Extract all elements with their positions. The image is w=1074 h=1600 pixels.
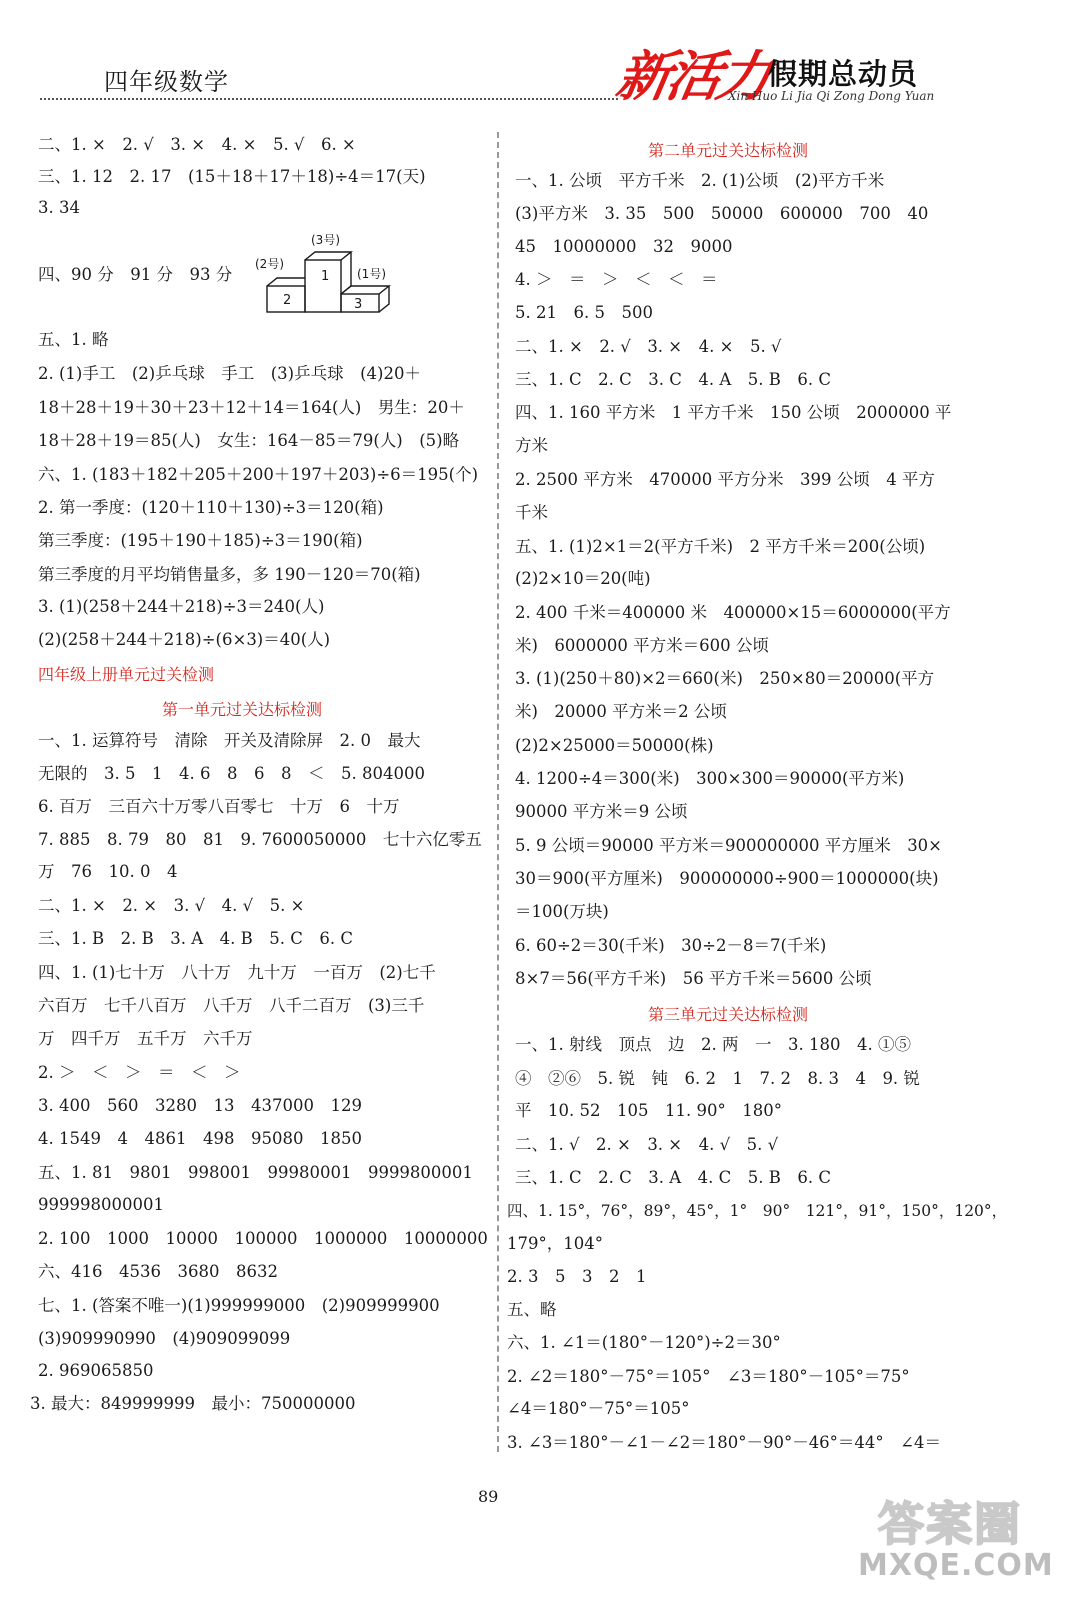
answer-line: 三、1. C 2. C 3. A 4. C 5. B 6. C <box>515 1168 831 1187</box>
answer-line: 五、1. 81 9801 998001 99980001 9999800001 <box>38 1163 473 1182</box>
brand-logo-title: 假期总动员 <box>768 57 919 91</box>
answer-line: 万 四千万 五千万 六千万 <box>38 1029 253 1048</box>
watermark-url: MXQE.COM <box>858 1548 1054 1583</box>
column-divider <box>497 132 499 1452</box>
answer-line: 4. 1549 4 4861 498 95080 1850 <box>38 1129 362 1148</box>
answer-line: 2. (1)手工 (2)乒乓球 手工 (3)乒乓球 (4)20＋ <box>38 364 421 383</box>
answer-line: 30＝900(平方厘米) 900000000÷900＝1000000(块) <box>515 869 939 888</box>
answer-line: 米) 20000 平方米＝2 公顷 <box>515 702 727 721</box>
answer-line: 五、略 <box>507 1300 557 1319</box>
answer-line: 方米 <box>515 436 548 455</box>
answer-line: 六、1. (183＋182＋205＋200＋197＋203)÷6＝195(个) <box>38 465 479 484</box>
answer-line: (2)2×25000＝50000(株) <box>515 736 714 755</box>
answer-line: 五、1. 略 <box>38 330 109 349</box>
answer-line: 六、1. ∠1＝(180°－120°)÷2＝30° <box>507 1333 781 1352</box>
podium-figure <box>255 228 400 324</box>
answer-line: 3. 最大：849999999 最小：750000000 <box>30 1394 356 1413</box>
section-title: 第二单元过关达标检测 <box>648 141 809 160</box>
answer-line: 五、1. (1)2×1＝2(平方千米) 2 平方千米＝200(公顷) <box>515 537 926 556</box>
answer-line: 8×7＝56(平方千米) 56 平方千米＝5600 公顷 <box>515 969 872 988</box>
answer-line: 3. ∠3＝180°－∠1－∠2＝180°－90°－46°＝44° ∠4＝ <box>507 1433 942 1452</box>
answer-line: 5. 21 6. 5 500 <box>515 303 653 322</box>
answer-line: 2. 第一季度：(120＋110＋130)÷3＝120(箱) <box>38 498 384 517</box>
answer-line: 三、1. 12 2. 17 (15＋18＋17＋18)÷4＝17(天) <box>38 167 426 186</box>
answer-line: 平 10. 52 105 11. 90° 180° <box>515 1101 782 1120</box>
answer-line: 万 76 10. 0 4 <box>38 862 178 881</box>
podium-number: 1 <box>321 269 330 284</box>
answer-line: 2. 2500 平方米 470000 平方分米 399 公顷 4 平方 <box>515 470 935 489</box>
answer-line: 2. 100 1000 10000 100000 1000000 10000000 <box>38 1229 488 1248</box>
answer-line: 第三季度：(195＋190＋185)÷3＝190(箱) <box>38 531 363 550</box>
answer-line: 六百万 七千八百万 八千万 八千二百万 (3)三千 <box>38 996 425 1015</box>
podium-label: (1号) <box>357 267 386 281</box>
answer-line: 179°，104° <box>507 1234 603 1253</box>
answer-line: 7. 885 8. 79 80 81 9. 7600050000 七十六亿零五 <box>38 830 482 849</box>
section-title: 第一单元过关达标检测 <box>162 700 323 719</box>
answer-line: ＝100(万块) <box>515 902 609 921</box>
answer-line: 二、1. × 2. √ 3. × 4. × 5. √ <box>515 337 782 356</box>
page-subject: 四年级数学 <box>104 68 229 96</box>
answer-line: 4. ＞ ＝ ＞ ＜ ＜ ＝ <box>515 270 718 289</box>
podium-label: (3号) <box>311 233 340 247</box>
watermark-logo <box>858 1488 1054 1584</box>
answer-line: (3)909990990 (4)909099099 <box>38 1329 291 1348</box>
answer-line: 2. 3 5 3 2 1 <box>507 1267 647 1286</box>
answer-line: 四、90 分 91 分 93 分 <box>38 265 233 284</box>
section-title: 第三单元过关达标检测 <box>648 1005 809 1024</box>
answer-line: ④ ②⑥ 5. 锐 钝 6. 2 1 7. 2 8. 3 4 9. 锐 <box>515 1069 920 1088</box>
header-rule <box>40 98 618 100</box>
answer-line: 无限的 3. 5 1 4. 6 8 6 8 ＜ 5. 804000 <box>38 764 425 783</box>
answer-line: 二、1. × 2. √ 3. × 4. × 5. √ 6. × <box>38 135 356 154</box>
answer-line: 千米 <box>515 503 548 522</box>
page-number: 89 <box>478 1487 499 1506</box>
answer-line: 3. 400 560 3280 13 437000 129 <box>38 1096 362 1115</box>
answer-line: 米) 6000000 平方米＝600 公顷 <box>515 636 769 655</box>
answer-line: 一、1. 运算符号 清除 开关及清除屏 2. 0 最大 <box>38 731 421 750</box>
answer-line: 二、1. × 2. × 3. √ 4. √ 5. × <box>38 896 305 915</box>
answer-line: 5. 9 公顷＝90000 平方米＝900000000 平方厘米 30× <box>515 836 943 855</box>
answer-line: 六、416 4536 3680 8632 <box>38 1262 278 1281</box>
answer-line: 第三季度的月平均销售量多，多 190－120＝70(箱) <box>38 565 421 584</box>
answer-line: 3. (1)(250＋80)×2＝660(米) 250×80＝20000(平方 <box>515 669 935 688</box>
answer-line: 一、1. 公顷 平方千米 2. (1)公顷 (2)平方千米 <box>515 171 885 190</box>
watermark-title: 答案圈 <box>878 1497 1022 1551</box>
brand-logo <box>611 34 958 112</box>
answer-line: 999998000001 <box>38 1195 164 1214</box>
answer-line: (2)2×10＝20(吨) <box>515 569 651 588</box>
answer-line: (3)平方米 3. 35 500 50000 600000 700 40 <box>515 204 929 223</box>
answer-line: 4. 1200÷4＝300(米) 300×300＝90000(平方米) <box>515 769 905 788</box>
podium-number: 2 <box>283 293 292 308</box>
brand-logo-pinyin: Xin Huo Li Jia Qi Zong Dong Yuan <box>728 89 935 103</box>
answer-line: 三、1. C 2. C 3. C 4. A 5. B 6. C <box>515 370 831 389</box>
answer-line: 二、1. √ 2. × 3. × 4. √ 5. √ <box>515 1135 779 1154</box>
answer-line: ∠4＝180°－75°＝105° <box>507 1399 690 1418</box>
brand-logo-main: 新活力 <box>611 44 774 108</box>
answer-line: 2. 400 千米＝400000 米 400000×15＝6000000(平方 <box>515 603 951 622</box>
podium-label: (2号) <box>255 257 284 271</box>
answer-line: 三、1. B 2. B 3. A 4. B 5. C 6. C <box>38 929 353 948</box>
answer-line: 45 10000000 32 9000 <box>515 237 733 256</box>
answer-line: 6. 60÷2＝30(千米) 30÷2－8＝7(千米) <box>515 936 827 955</box>
answer-line: 四、1. (1)七十万 八十万 九十万 一百万 (2)七千 <box>38 963 436 982</box>
podium-number: 3 <box>354 297 363 312</box>
answer-line: 2. ＞ ＜ ＞ ＝ ＜ ＞ <box>38 1063 241 1082</box>
answer-line: 18＋28＋19＋30＋23＋12＋14＝164(人) 男生：20＋ <box>38 398 465 417</box>
answer-line: (2)(258＋244＋218)÷(6×3)＝40(人) <box>38 630 331 649</box>
answer-line: 18＋28＋19＝85(人) 女生：164－85＝79(人) (5)略 <box>38 431 460 450</box>
answer-line: 一、1. 射线 顶点 边 2. 两 一 3. 180 4. ①⑤ <box>515 1035 911 1054</box>
section-title: 四年级上册单元过关检测 <box>38 665 215 684</box>
answer-line: 3. 34 <box>38 198 80 217</box>
answer-line: 四、1. 15°，76°，89°，45°，1° 90° 121°，91°，150°，120°， <box>507 1202 1008 1220</box>
answer-line: 6. 百万 三百六十万零八百零七 十万 6 十万 <box>38 797 400 816</box>
answer-line: 七、1. (答案不唯一)(1)999999000 (2)909999900 <box>38 1296 440 1315</box>
answer-line: 2. ∠2＝180°－75°＝105° ∠3＝180°－105°＝75° <box>507 1367 910 1386</box>
answer-line: 四、1. 160 平方米 1 平方千米 150 公顷 2000000 平 <box>515 403 952 422</box>
answer-line: 3. (1)(258＋244＋218)÷3＝240(人) <box>38 597 325 616</box>
answer-line: 2. 969065850 <box>38 1361 154 1380</box>
answer-line: 90000 平方米＝9 公顷 <box>515 802 688 821</box>
